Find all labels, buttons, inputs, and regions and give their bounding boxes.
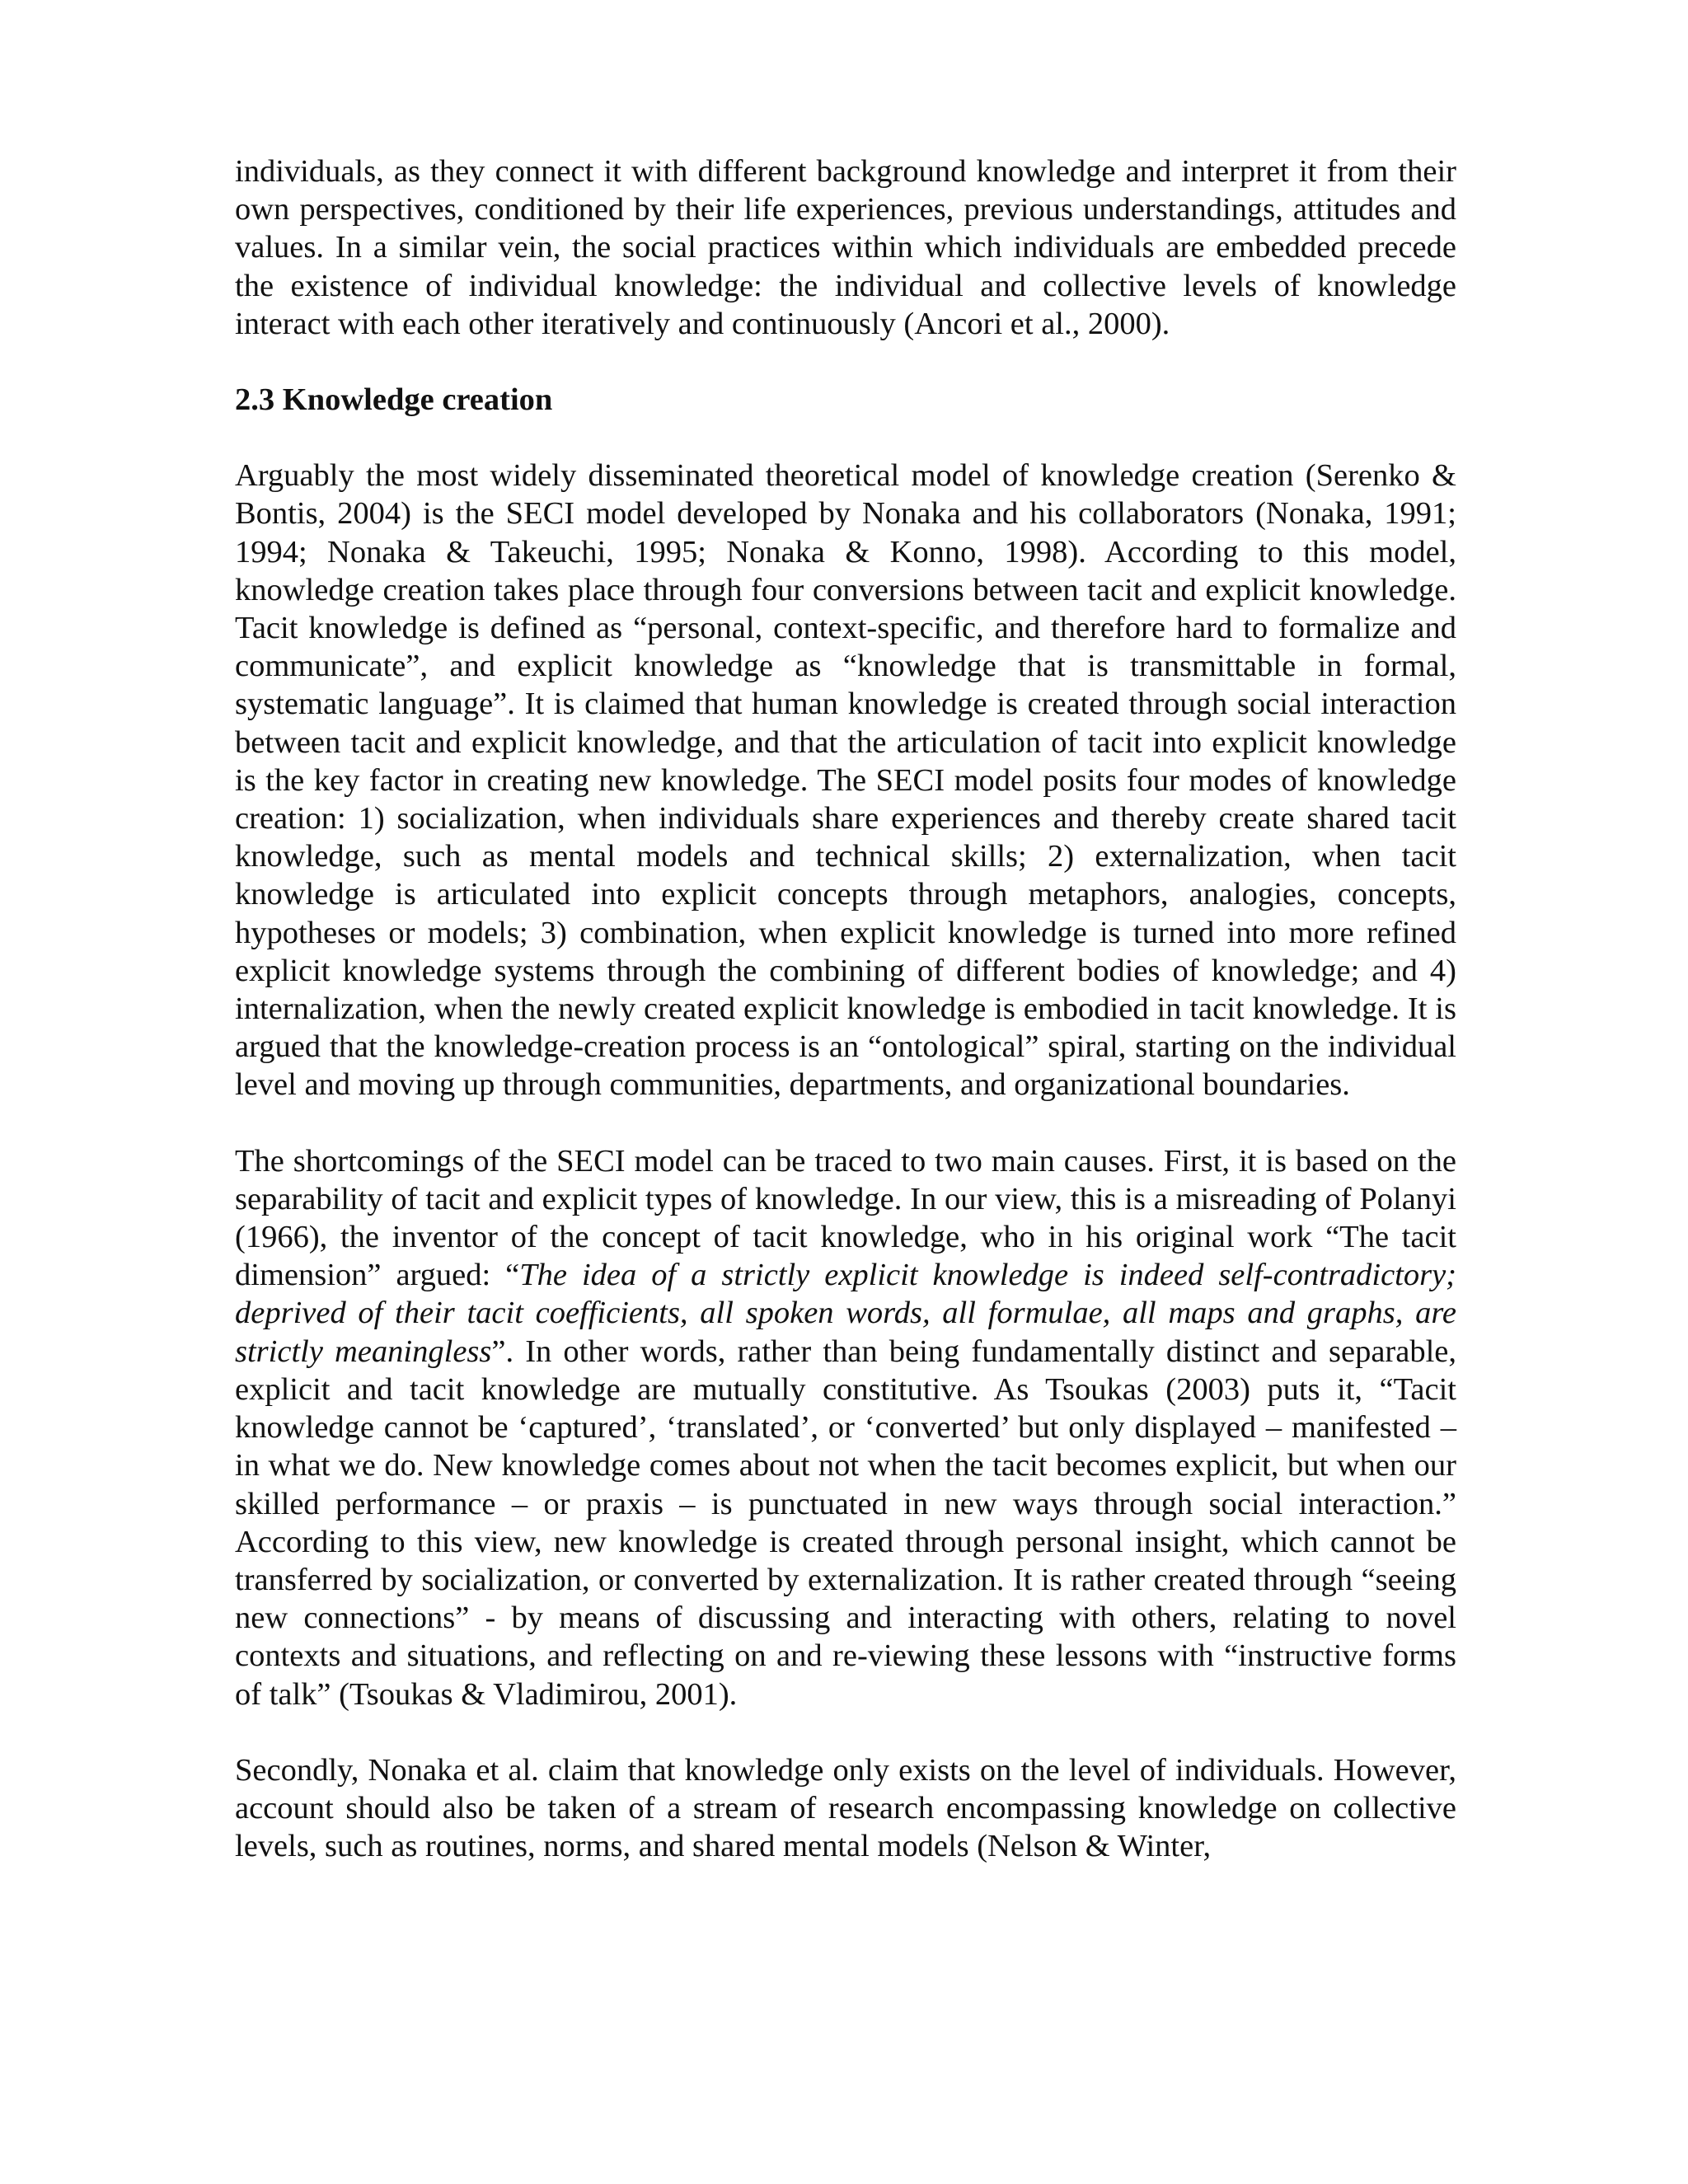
shortcomings-text-after-quote: ”. In other words, rather than being fundamentally distinct and separable, explicit and tacit knowledge are mutually constitutive. As Tsoukas (2003) puts it, “Tacit knowledge cannot be ‘captured’, ‘translated’, or ‘converted’ but only displayed – manifested – in what we do. New knowledge comes about not when the tacit becomes explicit, but when our skilled performance – or praxis – is punctuated in new ways through social interaction.” According to this view, new knowledge is created through personal insight, which cannot be transferred by socialization, or converted by externalization. It is rather created through “seeing new connections” - by means of discussing and interacting with others, relating to novel contexts and situations, and reflecting on and re-viewing these lessons with “instructive forms of talk” (Tsoukas & Vladimirou, 2001).	[235, 1333, 1456, 1712]
paragraph-shortcomings	[235, 1142, 1456, 1713]
paragraph-seci-model: Arguably the most widely disseminated theoretical model of knowledge creation (Serenko & Bontis, 2004) is the SECI model developed by Nonaka and his collaborators (Nonaka, 1991; 1994; Nonaka & Takeuchi, 1995; Nonaka & Konno, 1998). According to this model, knowledge creation takes place through four conversions between tacit and explicit knowledge. Tacit knowledge is defined as “personal, context-specific, and therefore hard to formalize and communicate”, and explicit knowledge as “knowledge that is transmittable in formal, systematic language”. It is claimed that human knowledge is created through social interaction between tacit and explicit knowledge, and that the articulation of tacit into explicit knowledge is the key factor in creating new knowledge. The SECI model posits four modes of knowledge creation: 1) socialization, when individuals share experiences and thereby create shared tacit knowledge, such as mental models and technical skills; 2) externalization, when tacit knowledge is articulated into explicit concepts through metaphors, analogies, concepts, hypotheses or models; 3) combination, when explicit knowledge is turned into more refined explicit knowledge systems through the combining of different bodies of knowledge; and 4) internalization, when the newly created explicit knowledge is embodied in tacit knowledge. It is argued that the knowledge-creation process is an “ontological” spiral, starting on the individual level and moving up through communities, departments, and organizational boundaries.	[235, 458, 1456, 1103]
paragraph-intro: individuals, as they connect it with different background knowledge and interpret it from their own perspectives, conditioned by their life experiences, previous understandings, attitudes and values. In a similar vein, the social practices within which individuals are embedded precede the existence of individual knowledge: the individual and collective levels of knowledge interact with each other iteratively and continuously (Ancori et al., 2000).	[235, 154, 1456, 341]
shortcomings-text-before-quote: The shortcomings of the SECI model can be traced to two main causes. First, it is based on the separability of tacit and explicit types of knowledge. In our view, this is a misreading of Polanyi (1966), the inventor of the concept of tacit knowledge, who in his original work “The tacit dimension” argued: “	[235, 1143, 1456, 1293]
polanyi-italic-quote: The idea of a strictly explicit knowledge is indeed self-contradictory; deprived of their tacit coefficients, all spoken words, all formulae, all maps and graphs, are strictly meaningless	[235, 1258, 1456, 1369]
section-heading: 2.3 Knowledge creation	[235, 382, 553, 418]
paragraph-secondly: Secondly, Nonaka et al. claim that knowledge only exists on the level of individuals. However, account should also be taken of a stream of research encompassing knowledge on collective levels, such as routines, norms, and shared mental models (Nelson & Winter,	[235, 1752, 1456, 1864]
document-page	[235, 152, 1456, 1865]
